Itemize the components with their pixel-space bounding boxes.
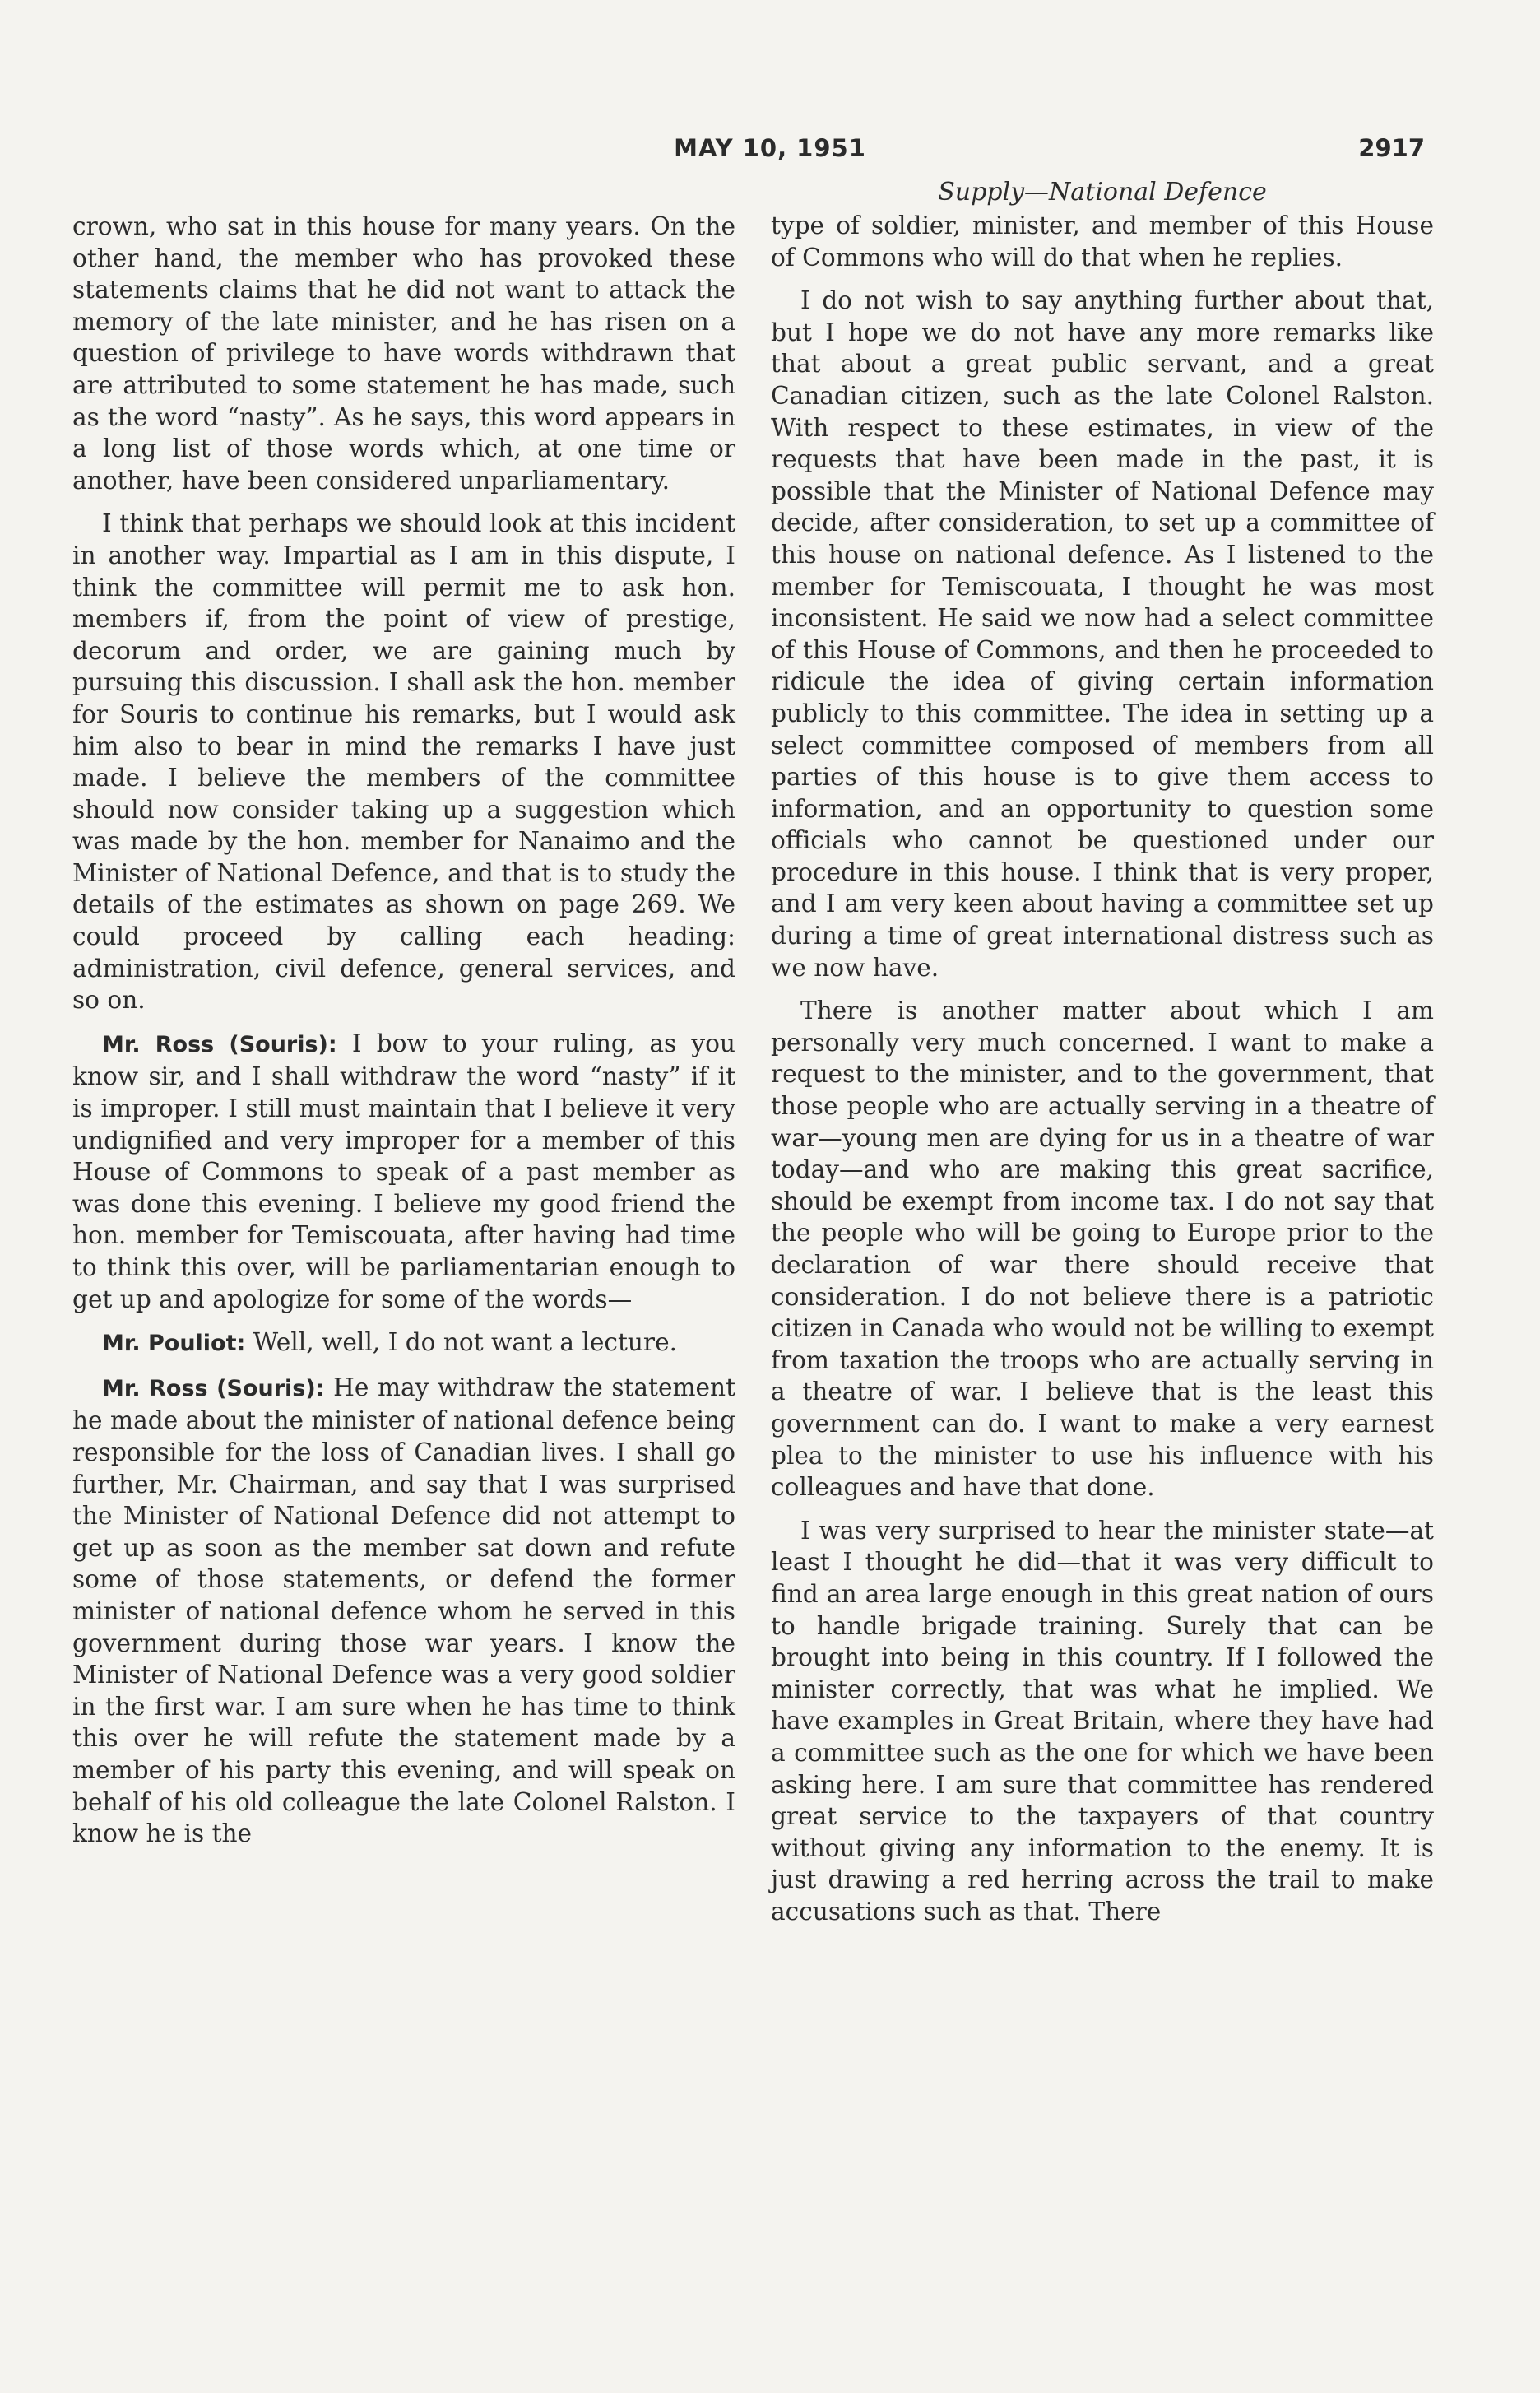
speaker-name: Mr. Pouliot: — [102, 1331, 246, 1357]
page-date: MAY 10, 1951 — [674, 134, 866, 162]
paragraph: I do not wish to say anything further about that, but I hope we do not have any more remarks like that about a great public servant, and a great Canadian citizen, such as the late Colonel Ralston. With respect to these estimates, in view of the requests that have been made in the past, it is possible that the Minister of National Defence may decide, after consideration, to set up a committee of this house on national defence. As I listened to the member for Temiscouata, I thought he was most inconsistent. He said we now had a select committee of this House of Commons, and then he proceeded to ridicule the idea of giving certain information publicly to this committee. The idea in setting up a select committee composed of members from all parties of this house is to give them access to information, and an opportunity to question some officials who cannot be questioned under our procedure in this house. I think that is very proper, and I am very keen about having a committee set up during a time of great international distress such as we now have. — [771, 286, 1434, 982]
paragraph: I think that perhaps we should look at this incident in another way. Impartial as I am in this dispute, I think the committee will permit me to ask hon. members if, from the point of view of prestige, decorum and order, we are gaining much by pursuing this discussion. I shall ask the hon. member for Souris to continue his remarks, but I would ask him also to bear in mind the remarks I have just made. I believe the members of the committee should now consider taking up a suggestion which was made by the hon. member for Nanaimo and the Minister of National Defence, and that is to study the details of the estimates as shown on page 269. We could proceed by calling each heading: administration, civil defence, general services, and so on. — [72, 509, 735, 1015]
paragraph: crown, who sat in this house for many years. On the other hand, the member who has provoked these statements claims that he did not want to attack the memory of the late minister, and he has risen on a question of privilege to have words withdrawn that are attributed to some statement he has made, such as the word “nasty”. As he says, this word appears in a long list of those words which, at one time or another, have been considered unparliamentary. — [72, 212, 735, 495]
speech-text: Well, well, I do not want a lecture. — [253, 1328, 677, 1357]
speech-paragraph — [72, 1327, 735, 1360]
speech-paragraph — [72, 1372, 735, 1850]
speaker-name: Mr. Ross (Souris): — [102, 1375, 325, 1401]
speech-paragraph — [72, 1028, 735, 1315]
speech-text: I bow to your ruling, as you know sir, and I shall withdraw the word “nasty” if it is improper. I still must maintain that I believe it very undignified and very improper for a member of this House of Commons to speak of a past member as was done this evening. I believe my good friend the hon. member for Temiscouata, after having had time to think this over, will be parliamentarian enough to get up and apologize for some of the words— — [72, 1029, 735, 1313]
left-column — [72, 211, 735, 1861]
right-column — [771, 174, 1434, 1939]
paragraph: There is another matter about which I am personally very much concerned. I want to make a request to the minister, and to the government, that those people who are actually serving in a theatre of war—young men are dying for us in a theatre of war today—and who are making this great sacrifice, should be exempt from income tax. I do not say that the people who will be going to Europe prior to the declaration of war there should receive that consideration. I do not believe there is a patriotic citizen in Canada who would not be willing to exempt from taxation the troops who are actually serving in a theatre of war. I believe that is the least this government can do. I want to make a very earnest plea to the minister to use his influence with his colleagues and have that done. — [771, 997, 1434, 1502]
running-head: Supply—National Defence — [938, 178, 1267, 207]
speech-text: He may withdraw the statement he made about the minister of national defence being responsible for the loss of Canadian lives. I shall go further, Mr. Chairman, and say that I was surprised the Minister of National Defence did not attempt to get up as soon as the member sat down and refute some of those statements, or defend the former minister of national defence whom he served in this government during those war years. I know the Minister of National Defence was a very good soldier in the first war. I am sure when he has time to think this over he will refute the statement made by a member of his party this evening, and will speak on behalf of his old colleague the late Colonel Ralston. I know he is the — [72, 1373, 735, 1848]
paragraph: type of soldier, minister, and member of this House of Commons who will do that when he replies. — [771, 211, 1434, 272]
page-number: 2917 — [1358, 134, 1425, 162]
speaker-name: Mr. Ross (Souris): — [102, 1031, 337, 1057]
paragraph: I was very surprised to hear the minister state—at least I thought he did—that it was very difficult to find an area large enough in this great nation of ours to handle brigade training. Surely that can be brought into being in this country. If I followed the minister correctly, that was what he implied. We have examples in Great Britain, where they have had a committee such as the one for which we have been asking here. I am sure that committee has rendered great service to the taxpayers of that country without giving any information to the enemy. It is just drawing a red herring across the trail to make accusations such as that. There — [771, 1516, 1434, 1926]
